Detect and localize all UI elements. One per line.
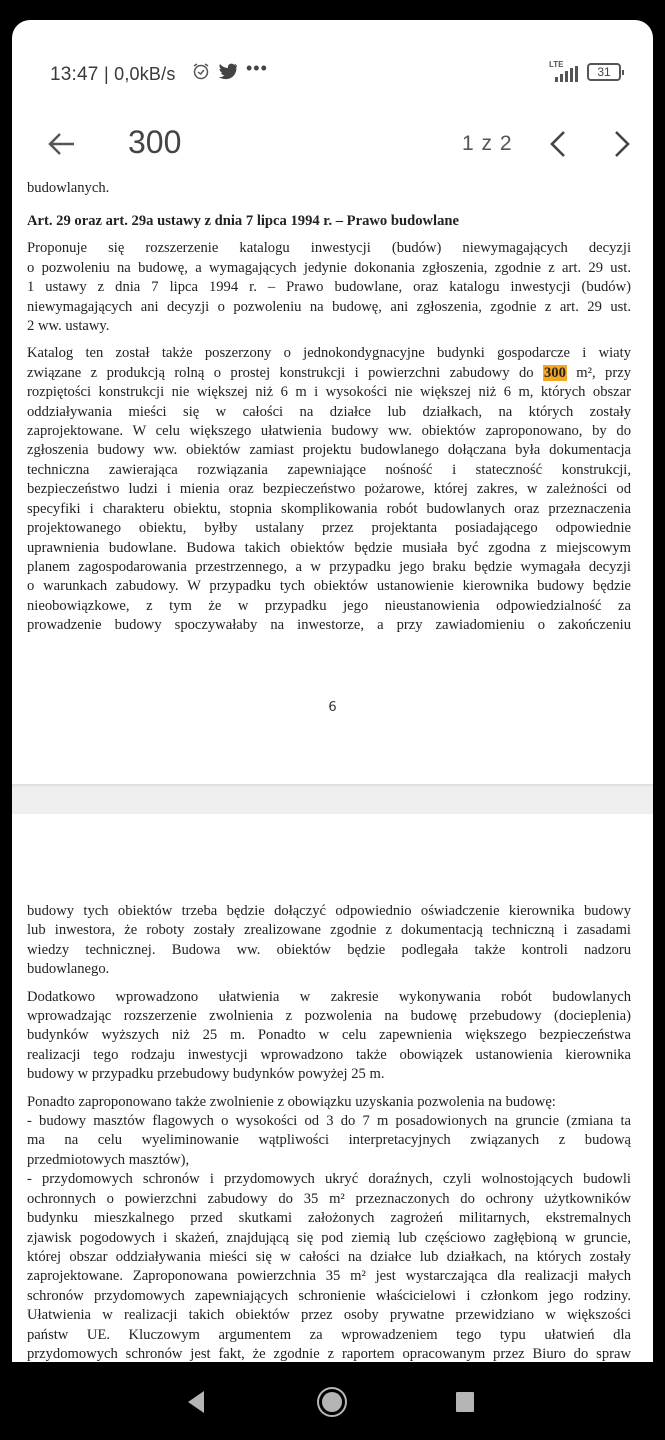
text-line: ochronnych o powierzchni zabudowy do 35 m² przeznaczonych do ochrony użytkowników — [27, 1190, 631, 1207]
text-line: państw UE. Kluczowym argumentem za wprowadzeniem tego typu ułatwień dla — [27, 1326, 631, 1343]
paragraph — [27, 239, 631, 336]
text-line: o pozwoleniu na budowę, a wymagających jedynie dokonania zgłoszenia, zgodnie z art. 29 ust. — [27, 259, 631, 276]
text-line: budynku mieszkalnego przed skutkami założonych zagrożeń militarnych, ekstremalnych — [27, 1210, 631, 1227]
more-notifications-icon: ••• — [246, 57, 268, 78]
section-heading: Art. 29 oraz art. 29a ustawy z dnia 7 lipca 1994 r. – Prawo budowlane — [27, 213, 459, 229]
arrow-left-icon[interactable] — [46, 128, 78, 160]
text-line: 2 ww. ustawy. — [27, 318, 110, 335]
text-line: realizacji tego rodzaju inwestycji wprowadzono także obowiązek ustanowienia kierownika — [27, 1046, 631, 1063]
text-line: bezpieczeństwo ludzi i mienia oraz bezpieczeństwo pożarowe, której zakres, w zależności od — [27, 481, 631, 498]
twitter-icon — [218, 63, 238, 80]
text-line — [27, 364, 631, 383]
text-line: zaprojektowane. W celu większego ułatwienia budowy ww. obiektów zaproponowano, by do — [27, 423, 631, 440]
text-segment: związane z produkcją rolną o prostej konstrukcji i powierzchni zabudowy do — [27, 364, 543, 381]
text-line: przedmiotowych masztów), — [27, 1151, 190, 1168]
text-segment: m², przy — [566, 364, 631, 381]
text-line: - budowy masztów flagowych o wysokości od 3 do 7 m posadowionych na gruncie (zmiana ta — [27, 1113, 631, 1130]
screen — [12, 20, 653, 1362]
text-line: - przydomowych schronów i przydomowych ukryć doraźnych, czyli wolnostojących budowli — [27, 1171, 631, 1188]
pdf-viewer[interactable] — [12, 180, 653, 1362]
system-indicators — [549, 62, 621, 82]
page-text — [27, 212, 631, 644]
search-query[interactable]: 300 — [128, 124, 182, 160]
text-line: zaprojektowane. Zaproponowana powierzchnia 35 m² jest wystarczająca dla realizacji małych — [27, 1268, 631, 1285]
status-time: 13:47 | 0,0kB/s — [50, 64, 176, 85]
text-line: zgłoszenia budowy ww. obiektów zamiast projektu budowlanego dołączana była dokumentacja — [27, 442, 631, 459]
text-line: budynków wyższych niż 25 m. Ponadto w celu zapewnienia większego bezpieczeństwa — [27, 1027, 631, 1044]
text-line: o warunkach zabudowy. W przypadku tych obiektów ustanowienie kierownika budowy będzie — [27, 578, 631, 595]
paragraph — [27, 344, 631, 635]
paragraph — [27, 988, 631, 1085]
battery-level: 31 — [597, 65, 611, 79]
match-count: 1 z 2 — [462, 132, 513, 155]
text-line: Proponuje się rozszerzenie katalogu inwestycji (budów) niewymagających decyzji — [27, 240, 631, 257]
text-line: Katalog ten został także poszerzony o jednokondygnacyjne budynki gospodarcze i wiaty — [27, 345, 631, 362]
notification-icons — [192, 57, 268, 80]
home-nav-icon[interactable] — [316, 1386, 348, 1418]
text-line: Dodatkowo wprowadzono ułatwienia w zakresie wykonywania robót budowlanych — [27, 988, 631, 1005]
chevron-left-icon[interactable] — [544, 128, 572, 160]
text-line: wiedzy technicznej. Budowa ww. obiektów będzie podlegała także kontroli nadzoru — [27, 941, 631, 958]
paragraph — [27, 1093, 631, 1365]
page-number: 6 — [328, 700, 337, 715]
text-line: 1 ustawy z dnia 7 lipca 1994 r. – Prawo budowlane, oraz katalogu inwestycji (budów) — [27, 279, 631, 296]
text-line: zjawisk pogodowych i skażeń, znajdującą się pod ziemią lub częściowo zagłębioną w gruncie, — [27, 1229, 631, 1246]
battery-icon — [587, 63, 621, 81]
text-line: specyfiki i charakteru obiektu, stopnia skomplikowania robót budowlanych oraz przeznaczenia — [27, 500, 631, 517]
text-line: budowy w przypadku przebudowy budynków powyżej 25 m. — [27, 1066, 385, 1083]
cut-off-text: budowlanych. — [27, 180, 110, 196]
text-line: schronów przydomowych zapewniających schronienie właścicielowi i członkom jego rodziny. — [27, 1287, 631, 1304]
text-line: ma na celu wyeliminowanie wątpliwości interpretacyjnych związanych z budową — [27, 1132, 631, 1149]
text-line: Ponadto zaproponowano także zwolnienie z obowiązku uzyskania pozwolenia na budowę: — [27, 1093, 556, 1110]
pdf-page-7 — [12, 814, 653, 1374]
text-line: uprawnienia budowlane. Budowa takich obiektów będzie musiała być zgodna z miejscowym — [27, 539, 631, 556]
text-line: niewymagających ani decyzji o pozwoleniu na budowę, ani zgłoszenia, zgodnie z art. 29 ust. — [27, 298, 631, 315]
back-nav-icon[interactable] — [186, 1390, 206, 1414]
page-text — [27, 902, 631, 1372]
text-line: której obszar oddziaływania mieści się w całości na działce lub działkach, na których zostały — [27, 1248, 631, 1265]
text-line: planem zagospodarowania przestrzennego, a w przypadku jego braku będzie wymagała decyzji — [27, 558, 631, 575]
recents-nav-icon[interactable] — [456, 1392, 474, 1412]
signal-icon — [549, 62, 579, 82]
page-separator — [12, 784, 653, 814]
paragraph — [27, 902, 631, 980]
alarm-icon — [192, 62, 210, 80]
text-line: oddziaływania mieści się w całości na działce lub działkach, na których zostały — [27, 403, 631, 420]
text-line: wprowadzając rozszerzenie zwolnienia z pozwolenia na budowę przebudowy (docieplenia) — [27, 1008, 631, 1025]
text-line: budowy tych obiektów trzeba będzie dołączyć odpowiednio oświadczenie kierownika budowy — [27, 903, 631, 919]
text-line: prowadzenie budowy spoczywałaby na inwestorze, a przy zawiadomieniu o zakończeniu — [27, 617, 631, 634]
chevron-right-icon[interactable] — [608, 128, 636, 160]
navigation-bar — [0, 1362, 665, 1440]
status-bar — [12, 20, 653, 100]
find-toolbar — [12, 116, 653, 176]
text-line: budowlanego. — [27, 961, 110, 978]
text-line: nieobowiązkowe, z tym że w przypadku jego nieustanowienia odpowiedzialność za — [27, 597, 631, 614]
text-line: rozpiętości konstrukcji nie większej niż 6 m i wysokości nie większej niż 6 m, których obszar — [27, 384, 631, 401]
pdf-page-6 — [12, 180, 653, 784]
search-highlight[interactable]: 300 — [543, 364, 566, 381]
text-line: techniczna zawierająca rozwiązania zapewniające nośność i stateczność konstrukcji, — [27, 461, 631, 478]
text-line: przydomowych schronów jest fakt, że zgodnie z raportem opracowanym przez Biuro do spraw — [27, 1345, 631, 1362]
network-type: LTE — [549, 60, 564, 69]
text-line: projektowanego obiektu, byłby ustalany przez projektanta posiadającego odpowiednie — [27, 520, 631, 537]
text-line: lub inwestora, że roboty zostały zrealizowane zgodnie z dokumentacją techniczną i zasadami — [27, 922, 631, 939]
text-line: Ułatwienia w realizacji takich obiektów przez osoby prywatne przewidziano w większości — [27, 1307, 631, 1324]
